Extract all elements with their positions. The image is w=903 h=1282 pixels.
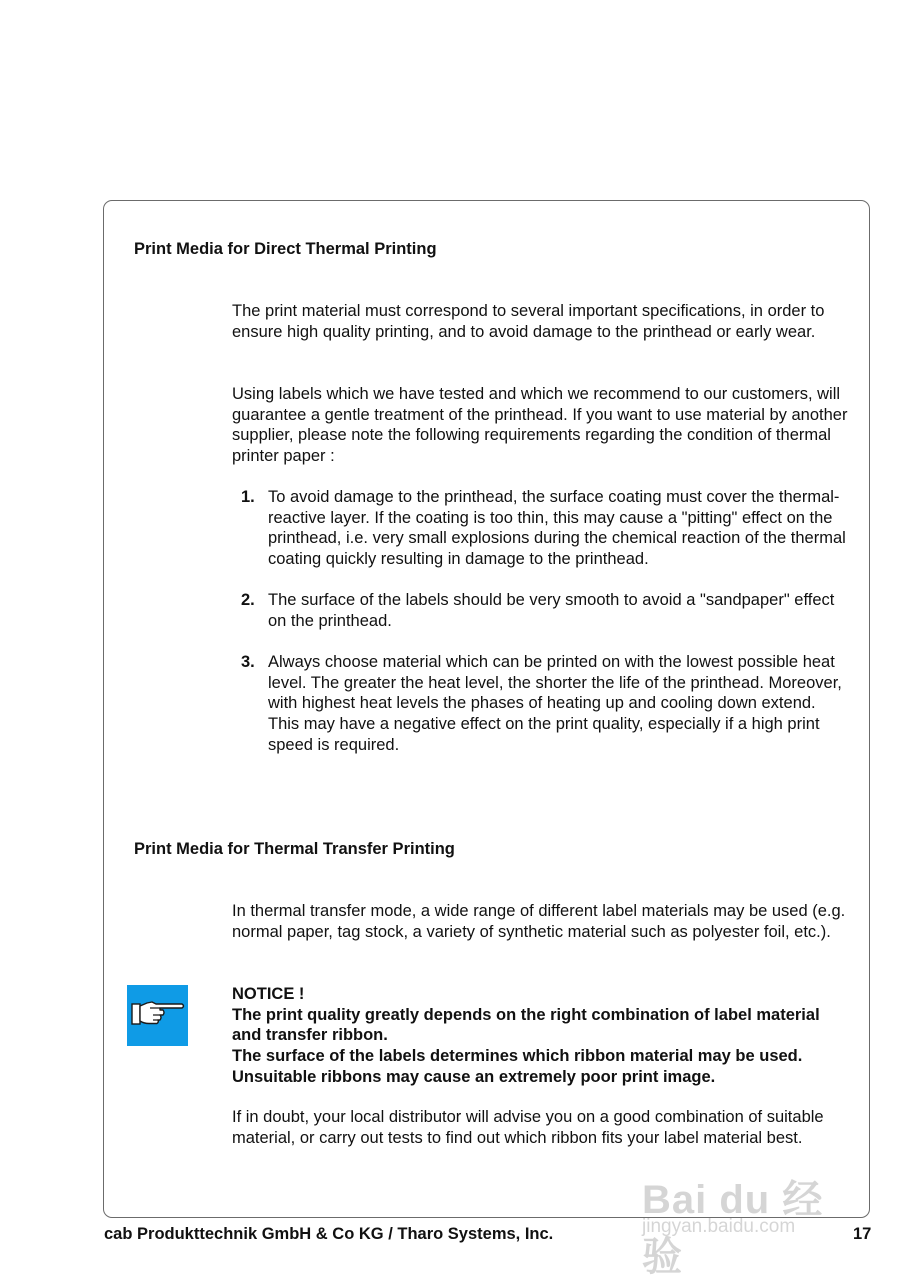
list-item-text: The surface of the labels should be very smooth to avoid a "sandpaper" effect on the printhead. bbox=[268, 591, 835, 630]
notice-line-ribbons: Unsuitable ribbons may cause an extremely poor print image. bbox=[232, 1067, 716, 1086]
notice-block bbox=[232, 984, 852, 1088]
paragraph-tested-labels: Using labels which we have tested and which we recommend to our customers, will guarantee a gentle treatment of the printhead. If you want to use material by another supplier, please note the following requirements regarding the condition of thermal printer paper : bbox=[232, 385, 848, 466]
list-item-number: 1. bbox=[241, 488, 255, 506]
notice-line-surface: The surface of the labels determines which ribbon material may be used. bbox=[232, 1047, 803, 1066]
watermark-url: jingyan.baidu.com bbox=[642, 1216, 796, 1237]
list-item-number: 3. bbox=[241, 653, 255, 671]
section-heading-thermal-transfer: Print Media for Thermal Transfer Printing bbox=[134, 840, 455, 858]
list-item bbox=[241, 590, 851, 631]
list-item-text: To avoid damage to the printhead, the surface coating must cover the thermal-reactive layer. If the coating is too thin, this may cause a "pitting" effect on the printhead, i.e. very small explosions during the chemical reaction of the thermal coating quickly resulting in damage to the printhead. bbox=[268, 488, 846, 569]
pointing-hand-icon bbox=[127, 985, 188, 1046]
paragraph-thermal-transfer-mode: In thermal transfer mode, a wide range of different label materials may be used (e.g. normal paper, tag stock, a variety of synthetic material such as polyester foil, etc.). bbox=[232, 902, 846, 941]
watermark-logo-text: Bai du 经验 bbox=[642, 1178, 824, 1279]
watermark bbox=[642, 1146, 852, 1279]
section-heading-direct-thermal: Print Media for Direct Thermal Printing bbox=[134, 240, 437, 258]
paragraph-specifications: The print material must correspond to several important specifications, in order to ensure high quality printing, and to avoid damage to the printhead or early wear. bbox=[232, 302, 825, 341]
list-item-text: Always choose material which can be printed on with the lowest possible heat level. The greater the heat level, the shorter the life of the printhead. Moreover, with highest heat levels the phases of heating up and cooling down extend. This may have a negative effect on the print quality, especially if a high print speed is required. bbox=[268, 653, 842, 754]
notice-badge bbox=[127, 985, 188, 1046]
page-number: 17 bbox=[853, 1225, 872, 1243]
list-item bbox=[241, 487, 851, 570]
list-item bbox=[241, 652, 851, 756]
list-item-number: 2. bbox=[241, 591, 255, 609]
footer-company: cab Produkttechnik GmbH & Co KG / Tharo Systems, Inc. bbox=[104, 1225, 554, 1243]
notice-line-combination: The print quality greatly depends on the right combination of label material and transfer ribbon. bbox=[232, 1005, 820, 1045]
paragraph-distributor-advice: If in doubt, your local distributor will advise you on a good combination of suitable material, or carry out tests to find out which ribbon fits your label material best. bbox=[232, 1108, 824, 1147]
notice-title: NOTICE ! bbox=[232, 985, 305, 1003]
